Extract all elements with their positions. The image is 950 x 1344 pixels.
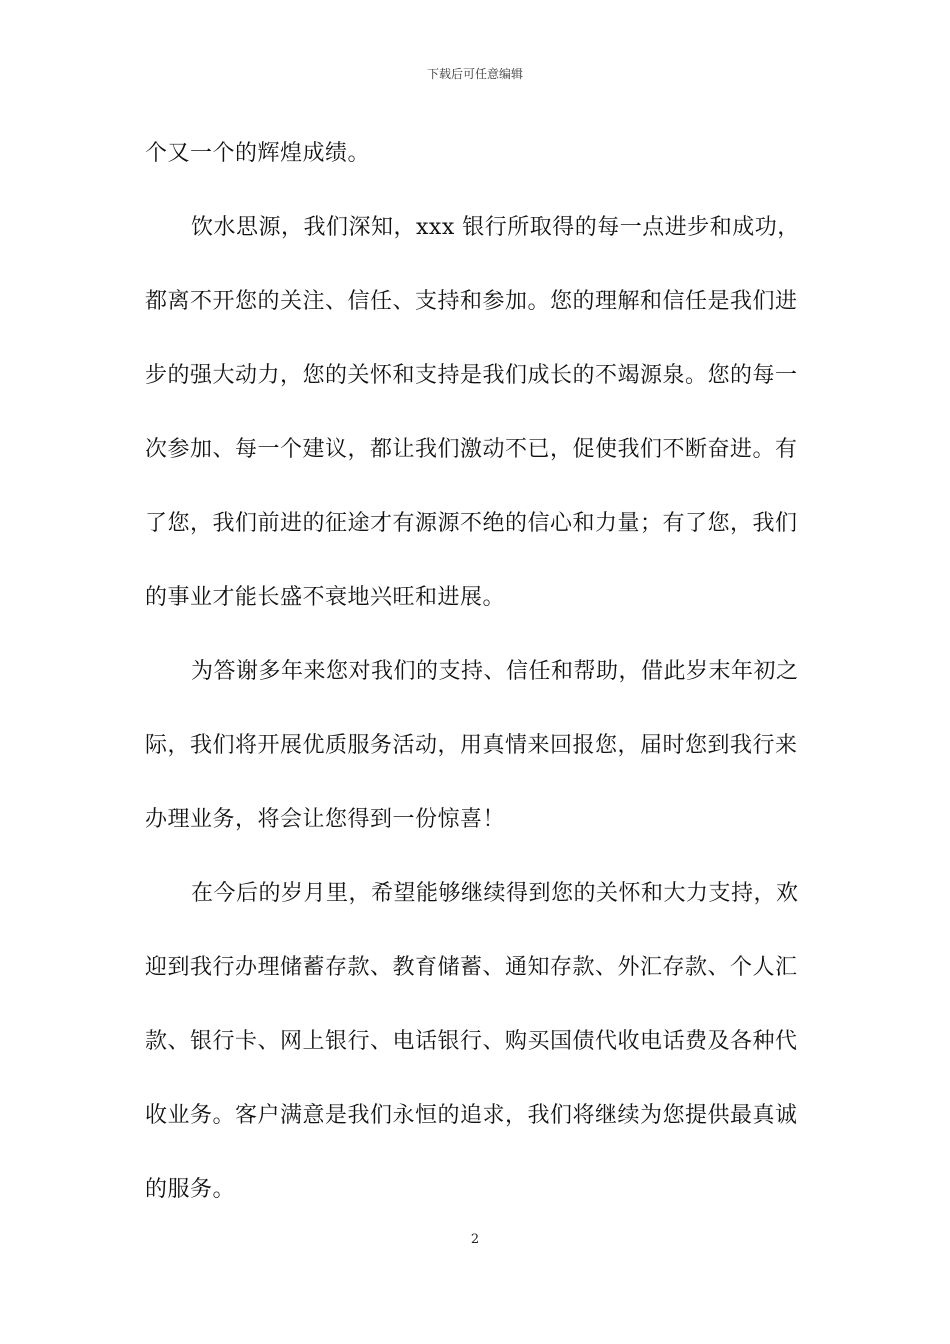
text-line: 的事业才能长盛不衰地兴旺和进展。 [145,585,506,610]
text-line: 在今后的岁月里，希望能够继续得到您的关怀和大力支持，欢 [191,881,799,906]
text-line: 迎到我行办理储蓄存款、教育储蓄、通知存款、外汇存款、个人汇 [145,955,798,980]
text-line: 办理业务，将会让您得到一份惊喜！ [145,807,506,832]
text-line: 收业务。客户满意是我们永恒的追求，我们将继续为您提供最真诚 [145,1103,798,1128]
text-line: 饮水思源，我们深知，xxx 银行所取得的每一点进步和成功， [191,215,800,240]
text-line: 个又一个的辉煌成绩。 [145,141,371,166]
text-line: 都离不开您的关注、信任、支持和参加。您的理解和信任是我们进 [145,289,798,314]
text-line: 步的强大动力，您的关怀和支持是我们成长的不竭源泉。您的每一 [145,363,798,388]
text-line: 次参加、每一个建议，都让我们激动不已，促使我们不断奋进。有 [145,437,798,462]
text-line: 为答谢多年来您对我们的支持、信任和帮助，借此岁末年初之 [191,659,799,684]
text-line: 际，我们将开展优质服务活动，用真情来回报您，届时您到我行来 [145,733,798,758]
text-line: 款、银行卡、网上银行、电话银行、购买国债代收电话费及各种代 [145,1029,798,1054]
page-number: 2 [470,1232,480,1247]
text-line: 了您，我们前进的征途才有源源不绝的信心和力量；有了您，我们 [145,511,798,536]
page-header: 下载后可任意编辑 [426,67,523,81]
text-line: 的服务。 [145,1177,236,1202]
